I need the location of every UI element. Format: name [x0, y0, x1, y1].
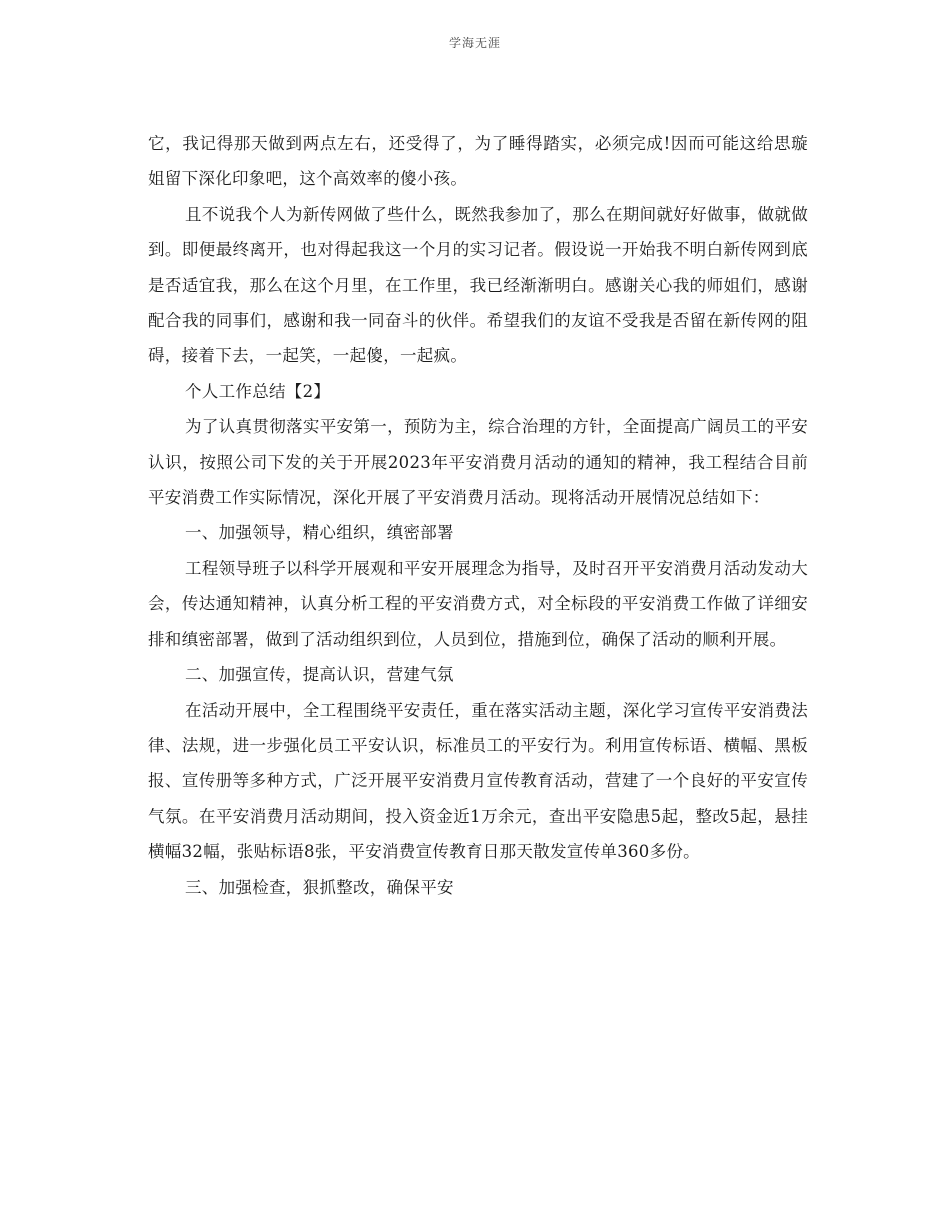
heading-one: 一、加强领导，精心组织，缜密部署 [185, 523, 454, 543]
paragraph-reflection: 且不说我个人为新传网做了些什么，既然我参加了，那么在期间就好好做事，做就做到。即便最终离开，也对得起我这一个月的实习记者。假设说一开始我不明白新传网到底是否适宜我，那么在这个月里，在工作里，我已经渐渐明白。感谢关心我的师姐们，感谢配合我的同事们，感谢和我一同奋斗的伙伴。希望我们的友谊不受我是否留在新传网的阻碍，接着下去，一起笑，一起傻，一起疯。 [148, 204, 808, 366]
paragraph-leadership: 工程领导班子以科学开展观和平安开展理念为指导，及时召开平安消费月活动发动大会，传达通知精神，认真分析工程的平安消费方式，对全标段的平安消费工作做了详细安排和缜密部署，做到了活动组织到位，人员到位，措施到位，确保了活动的顺利开展。 [148, 558, 808, 649]
heading-three: 三、加强检查，狠抓整改，确保平安 [185, 877, 454, 897]
paragraph-publicity: 在活动开展中，全工程围绕平安责任，重在落实活动主题，深化学习宣传平安消费法律、法规，进一步强化员工平安认识，标准员工的平安行为。利用宣传标语、横幅、黑板报、宣传册等多种方式，广泛开展平安消费月宣传教育活动，营建了一个良好的平安宣传气氛。在平安消费月活动期间，投入资金近1万余元，查出平安隐患5起，整改5起，悬挂横幅32幅，张贴标语8张，平安消费宣传教育日那天散发宣传单360多份。 [148, 700, 808, 862]
heading-two: 二、加强宣传，提高认识，营建气氛 [185, 665, 454, 685]
paragraph-continuation: 它，我记得那天做到两点左右，还受得了，为了睡得踏实，必须完成!因而可能这给思璇姐留下深化印象吧，这个高效率的傻小孩。 [148, 134, 808, 189]
document-body [148, 126, 808, 905]
page-header: 学海无涯 [448, 36, 501, 50]
paragraph-intro: 为了认真贯彻落实平安第一，预防为主，综合治理的方针，全面提高广阔员工的平安认识，按照公司下发的关于开展2023年平安消费月活动的通知的精神，我工程结合目前平安消费工作实际情况，深化开展了平安消费月活动。现将活动开展情况总结如下： [148, 417, 808, 508]
section-title: 个人工作总结【2】 [185, 381, 331, 401]
